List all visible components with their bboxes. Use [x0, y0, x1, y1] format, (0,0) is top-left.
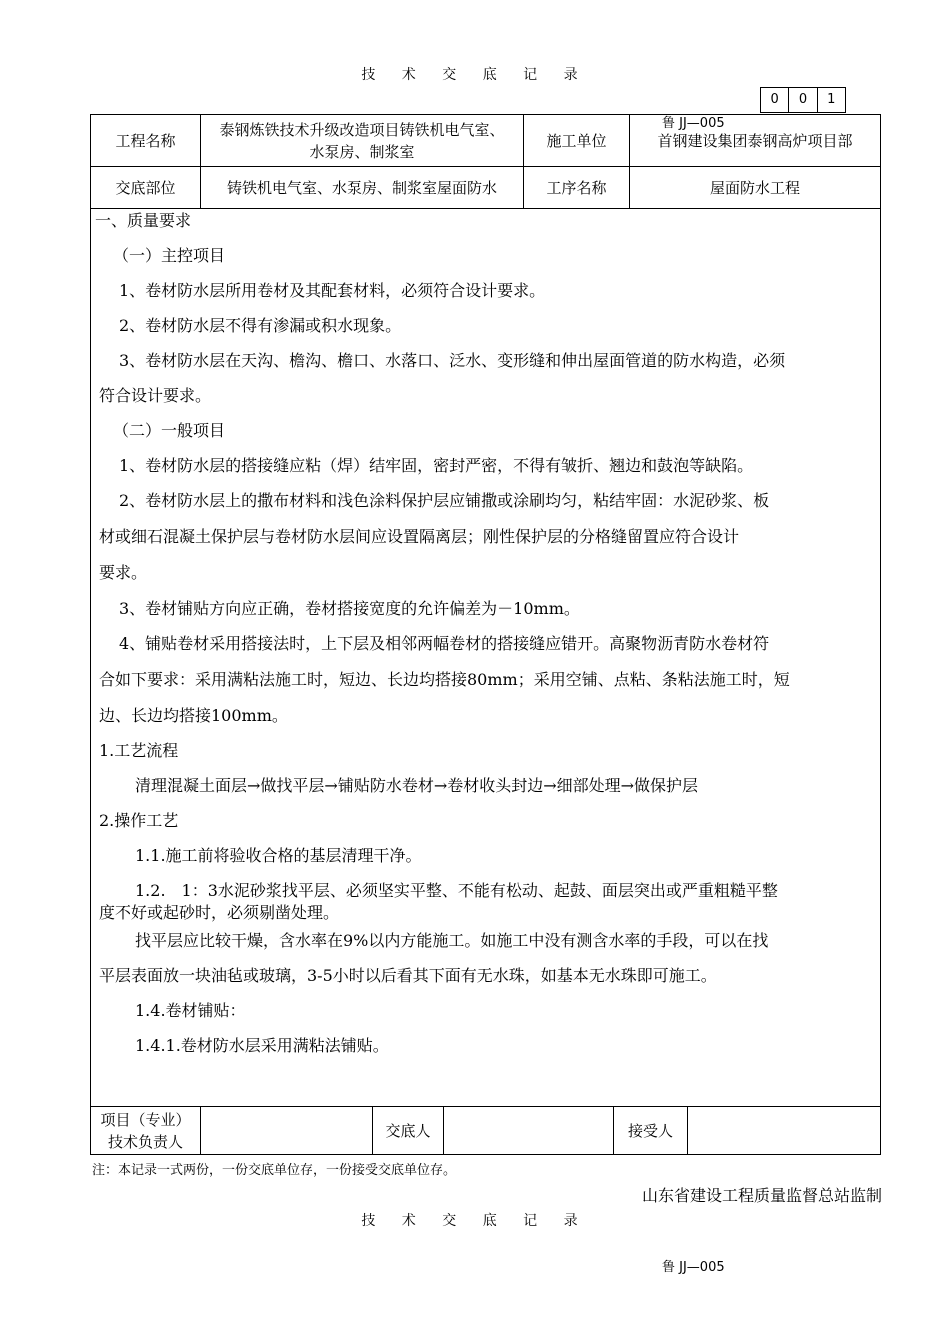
content-line: 要求。 — [99, 563, 148, 582]
footer-note: 注：本记录一式两份，一份交底单位存，一份接受交底单位存。 — [92, 1163, 457, 1178]
construction-unit-label: 施工单位 — [546, 131, 607, 150]
record-digit: 0 — [789, 88, 817, 112]
content-line: 3、卷材铺贴方向应正确，卷材搭接宽度的允许偏差为－10mm。 — [119, 599, 580, 618]
record-digit: 1 — [827, 92, 836, 107]
content-line: 一、质量要求 — [95, 211, 192, 230]
project-name-line: 泰钢炼铁技术升级改造项目铸铁机电气室、 — [219, 120, 505, 139]
content-line: 1.工艺流程 — [99, 741, 179, 760]
receiver-signature-field[interactable] — [688, 1107, 880, 1155]
content-line: 3、卷材防水层在天沟、檐沟、檐口、水落口、泛水、变形缝和伸出屋面管道的防水构造，必须 — [119, 351, 786, 370]
discloser-signature-field[interactable] — [444, 1107, 613, 1155]
content-line: 4、铺贴卷材采用搭接法时，上下层及相邻两幅卷材的搭接缝应错开。高聚物沥青防水卷材符 — [119, 634, 770, 653]
project-name-value — [201, 115, 523, 166]
tech-lead-signature-field[interactable] — [201, 1107, 372, 1155]
record-form-table — [90, 114, 881, 1155]
form-code: 鲁 JJ—005 — [662, 116, 725, 131]
content-line: 1.1.施工前将验收合格的基层清理干净。 — [135, 846, 422, 865]
form-code-next-page: 鲁 JJ—005 — [662, 1260, 725, 1275]
content-line: 1、卷材防水层所用卷材及其配套材料，必须符合设计要求。 — [119, 281, 546, 300]
content-line: 找平层应比较干燥，含水率在9%以内方能施工。如施工中没有测含水率的手段，可以在找 — [135, 931, 769, 950]
project-name-line: 水泵房、制浆室 — [309, 142, 415, 161]
project-name-label: 工程名称 — [115, 131, 176, 150]
tech-lead-label-line: 项目（专业） — [100, 1111, 191, 1129]
record-number-box — [760, 87, 846, 113]
content-line: 合如下要求：采用满粘法施工时，短边、长边均搭接80mm；采用空铺、点粘、条粘法施工时，短 — [99, 670, 790, 689]
document-title-next-page: 技 术 交 底 记 录 — [361, 1213, 589, 1229]
content-line: 2、卷材防水层不得有渗漏或积水现象。 — [119, 316, 402, 335]
issuer-name: 山东省建设工程质量监督总站监制 — [641, 1186, 882, 1205]
handover-part-value: 铸铁机电气室、水泵房、制浆室屋面防水 — [226, 178, 497, 197]
content-line: （一）主控项目 — [113, 246, 226, 265]
process-name-label: 工序名称 — [546, 178, 607, 197]
content-line: 1.4.卷材铺贴： — [135, 1001, 246, 1020]
construction-unit-value: 首钢建设集团泰钢高炉项目部 — [657, 131, 853, 150]
discloser-label: 交底人 — [385, 1122, 431, 1140]
content-line: 2、卷材防水层上的撒布材料和浅色涂料保护层应铺撒或涂刷均匀，粘结牢固：水泥砂浆、板 — [119, 491, 770, 510]
content-line: 清理混凝土面层→做找平层→铺贴防水卷材→卷材收头封边→细部处理→做保护层 — [135, 776, 699, 795]
content-line: 度不好或起砂时，必须剔凿处理。 — [99, 903, 340, 922]
content-line: （二）一般项目 — [113, 421, 226, 440]
content-line: 平层表面放一块油毡或玻璃，3-5小时以后看其下面有无水珠，如基本无水珠即可施工。 — [99, 966, 717, 985]
document-title: 技 术 交 底 记 录 — [361, 67, 589, 83]
receiver-label: 接受人 — [627, 1122, 673, 1140]
content-line: 符合设计要求。 — [99, 386, 212, 405]
content-line: 边、长边均搭接100mm。 — [99, 706, 288, 725]
record-digit: 0 — [761, 88, 789, 112]
tech-lead-label — [91, 1107, 200, 1155]
content-line: 1.2. 1：3水泥砂浆找平层、必须坚实平整、不能有松动、起鼓、面层突出或严重粗糙平整 — [135, 881, 778, 900]
tech-lead-label-line: 技术负责人 — [107, 1133, 183, 1151]
process-name-value: 屋面防水工程 — [709, 178, 800, 197]
content-line: 1.4.1.卷材防水层采用满粘法铺贴。 — [135, 1036, 389, 1055]
content-line: 材或细石混凝土保护层与卷材防水层间应设置隔离层；刚性保护层的分格缝留置应符合设计 — [99, 527, 740, 546]
content-line: 2.操作工艺 — [99, 811, 179, 830]
handover-part-label: 交底部位 — [115, 178, 176, 197]
content-line: 1、卷材防水层的搭接缝应粘（焊）结牢固，密封严密，不得有皱折、翘边和鼓泡等缺陷。 — [119, 456, 754, 475]
